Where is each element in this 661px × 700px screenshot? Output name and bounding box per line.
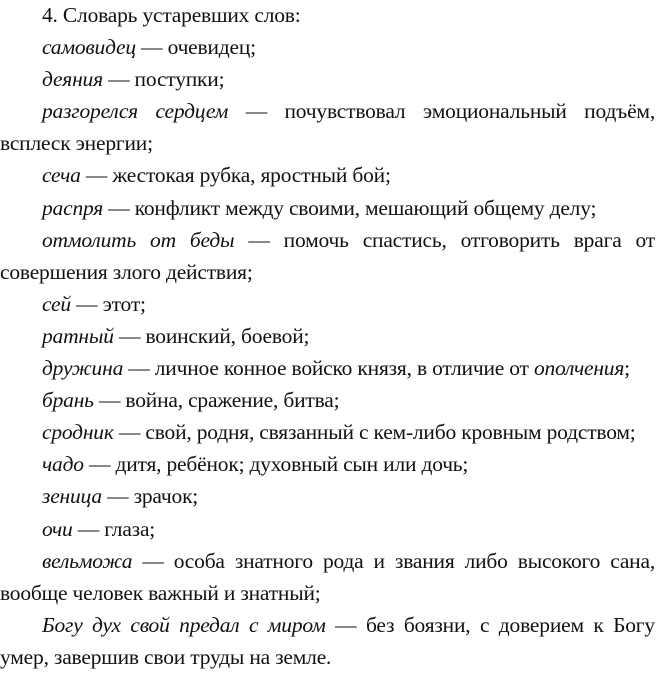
glossary-definition: жестокая рубка, яростный бой; <box>112 163 391 188</box>
dash: — <box>123 356 155 381</box>
glossary-definition: глаза; <box>104 516 156 541</box>
glossary-term: зеница <box>42 484 102 509</box>
glossary-definition: поступки; <box>134 67 225 92</box>
dash: — <box>102 67 135 92</box>
dash: — <box>83 452 116 477</box>
glossary-term: Богу дух свой предал с миром <box>42 612 326 637</box>
dash: — <box>80 163 113 188</box>
glossary-entry <box>0 320 655 352</box>
dash: — <box>234 227 284 252</box>
dash: — <box>228 99 285 124</box>
glossary-definition: очевидец; <box>167 35 256 60</box>
glossary-term: распря <box>42 195 104 220</box>
glossary-term: вельможа <box>42 548 133 573</box>
glossary-term: ратный <box>42 323 114 348</box>
glossary-entry <box>0 288 655 320</box>
dash: — <box>325 612 366 637</box>
glossary-term: сеча <box>42 163 81 188</box>
glossary-heading: 4. Словарь устаревших слов: <box>42 3 301 27</box>
glossary-entry <box>0 448 655 480</box>
glossary-definition: помочь спастись, отговорить врага от совершения злого действия; <box>0 227 655 284</box>
glossary-term: сродник <box>42 420 114 445</box>
glossary-entry <box>0 192 655 224</box>
dash: — <box>103 195 135 220</box>
dash: — <box>101 484 134 509</box>
glossary-definition: личное конное войско князя, в отличие от <box>154 356 534 381</box>
glossary-entry <box>0 545 655 609</box>
glossary-definition: воинский, боевой; <box>145 323 310 348</box>
glossary-term: очи <box>42 516 73 541</box>
glossary-definition: война, сражение, битва; <box>125 388 340 413</box>
dash: — <box>93 388 126 413</box>
glossary-definition: свой, родня, связанный с кем-либо кровным родством; <box>145 420 636 445</box>
glossary-entry <box>0 609 655 673</box>
glossary-definition: почувствовал эмоциональный подъём, всплеск энергии; <box>0 99 655 156</box>
glossary-entry <box>0 384 655 416</box>
glossary-entry <box>0 31 655 63</box>
glossary-entry <box>0 352 655 384</box>
glossary-entry <box>0 95 655 159</box>
glossary-entry <box>0 416 655 448</box>
glossary-definition: зрачок; <box>133 484 199 509</box>
dash: — <box>70 291 103 316</box>
glossary-term: самовидец <box>42 35 136 60</box>
glossary-entry <box>0 513 655 545</box>
glossary-definition: дитя, ребёнок; духовный сын или дочь; <box>115 452 469 477</box>
dash: — <box>113 420 146 445</box>
glossary-entry <box>0 224 655 288</box>
glossary-term: деяния <box>42 67 103 92</box>
glossary-entry <box>0 480 655 512</box>
dash: — <box>113 323 146 348</box>
glossary-entry <box>0 159 655 191</box>
definition-emphasis: ополчения <box>533 356 625 381</box>
dash: — <box>135 35 168 60</box>
glossary-entry <box>0 63 655 95</box>
glossary-term: дружина <box>42 356 124 381</box>
glossary-term: разгорелся сердцем <box>42 99 229 124</box>
dash: — <box>72 516 105 541</box>
glossary-definition: особа знатного рода и звания либо высокого сана, вообще человек важный и знатный; <box>0 548 655 605</box>
glossary-term: брань <box>42 388 94 413</box>
glossary-definition: без боязни, с доверием к Богу умер, завершив свои труды на земле. <box>0 612 655 669</box>
glossary-definition: этот; <box>102 291 146 316</box>
glossary-entries <box>0 31 655 673</box>
glossary-term: отмолить от беды <box>42 227 235 252</box>
glossary-definition: конфликт между своими, мешающий общему делу; <box>134 195 597 220</box>
glossary-term: чадо <box>42 452 84 477</box>
dash: — <box>132 548 174 573</box>
definition-tail: ; <box>624 356 630 381</box>
glossary-term: сей <box>42 291 71 316</box>
